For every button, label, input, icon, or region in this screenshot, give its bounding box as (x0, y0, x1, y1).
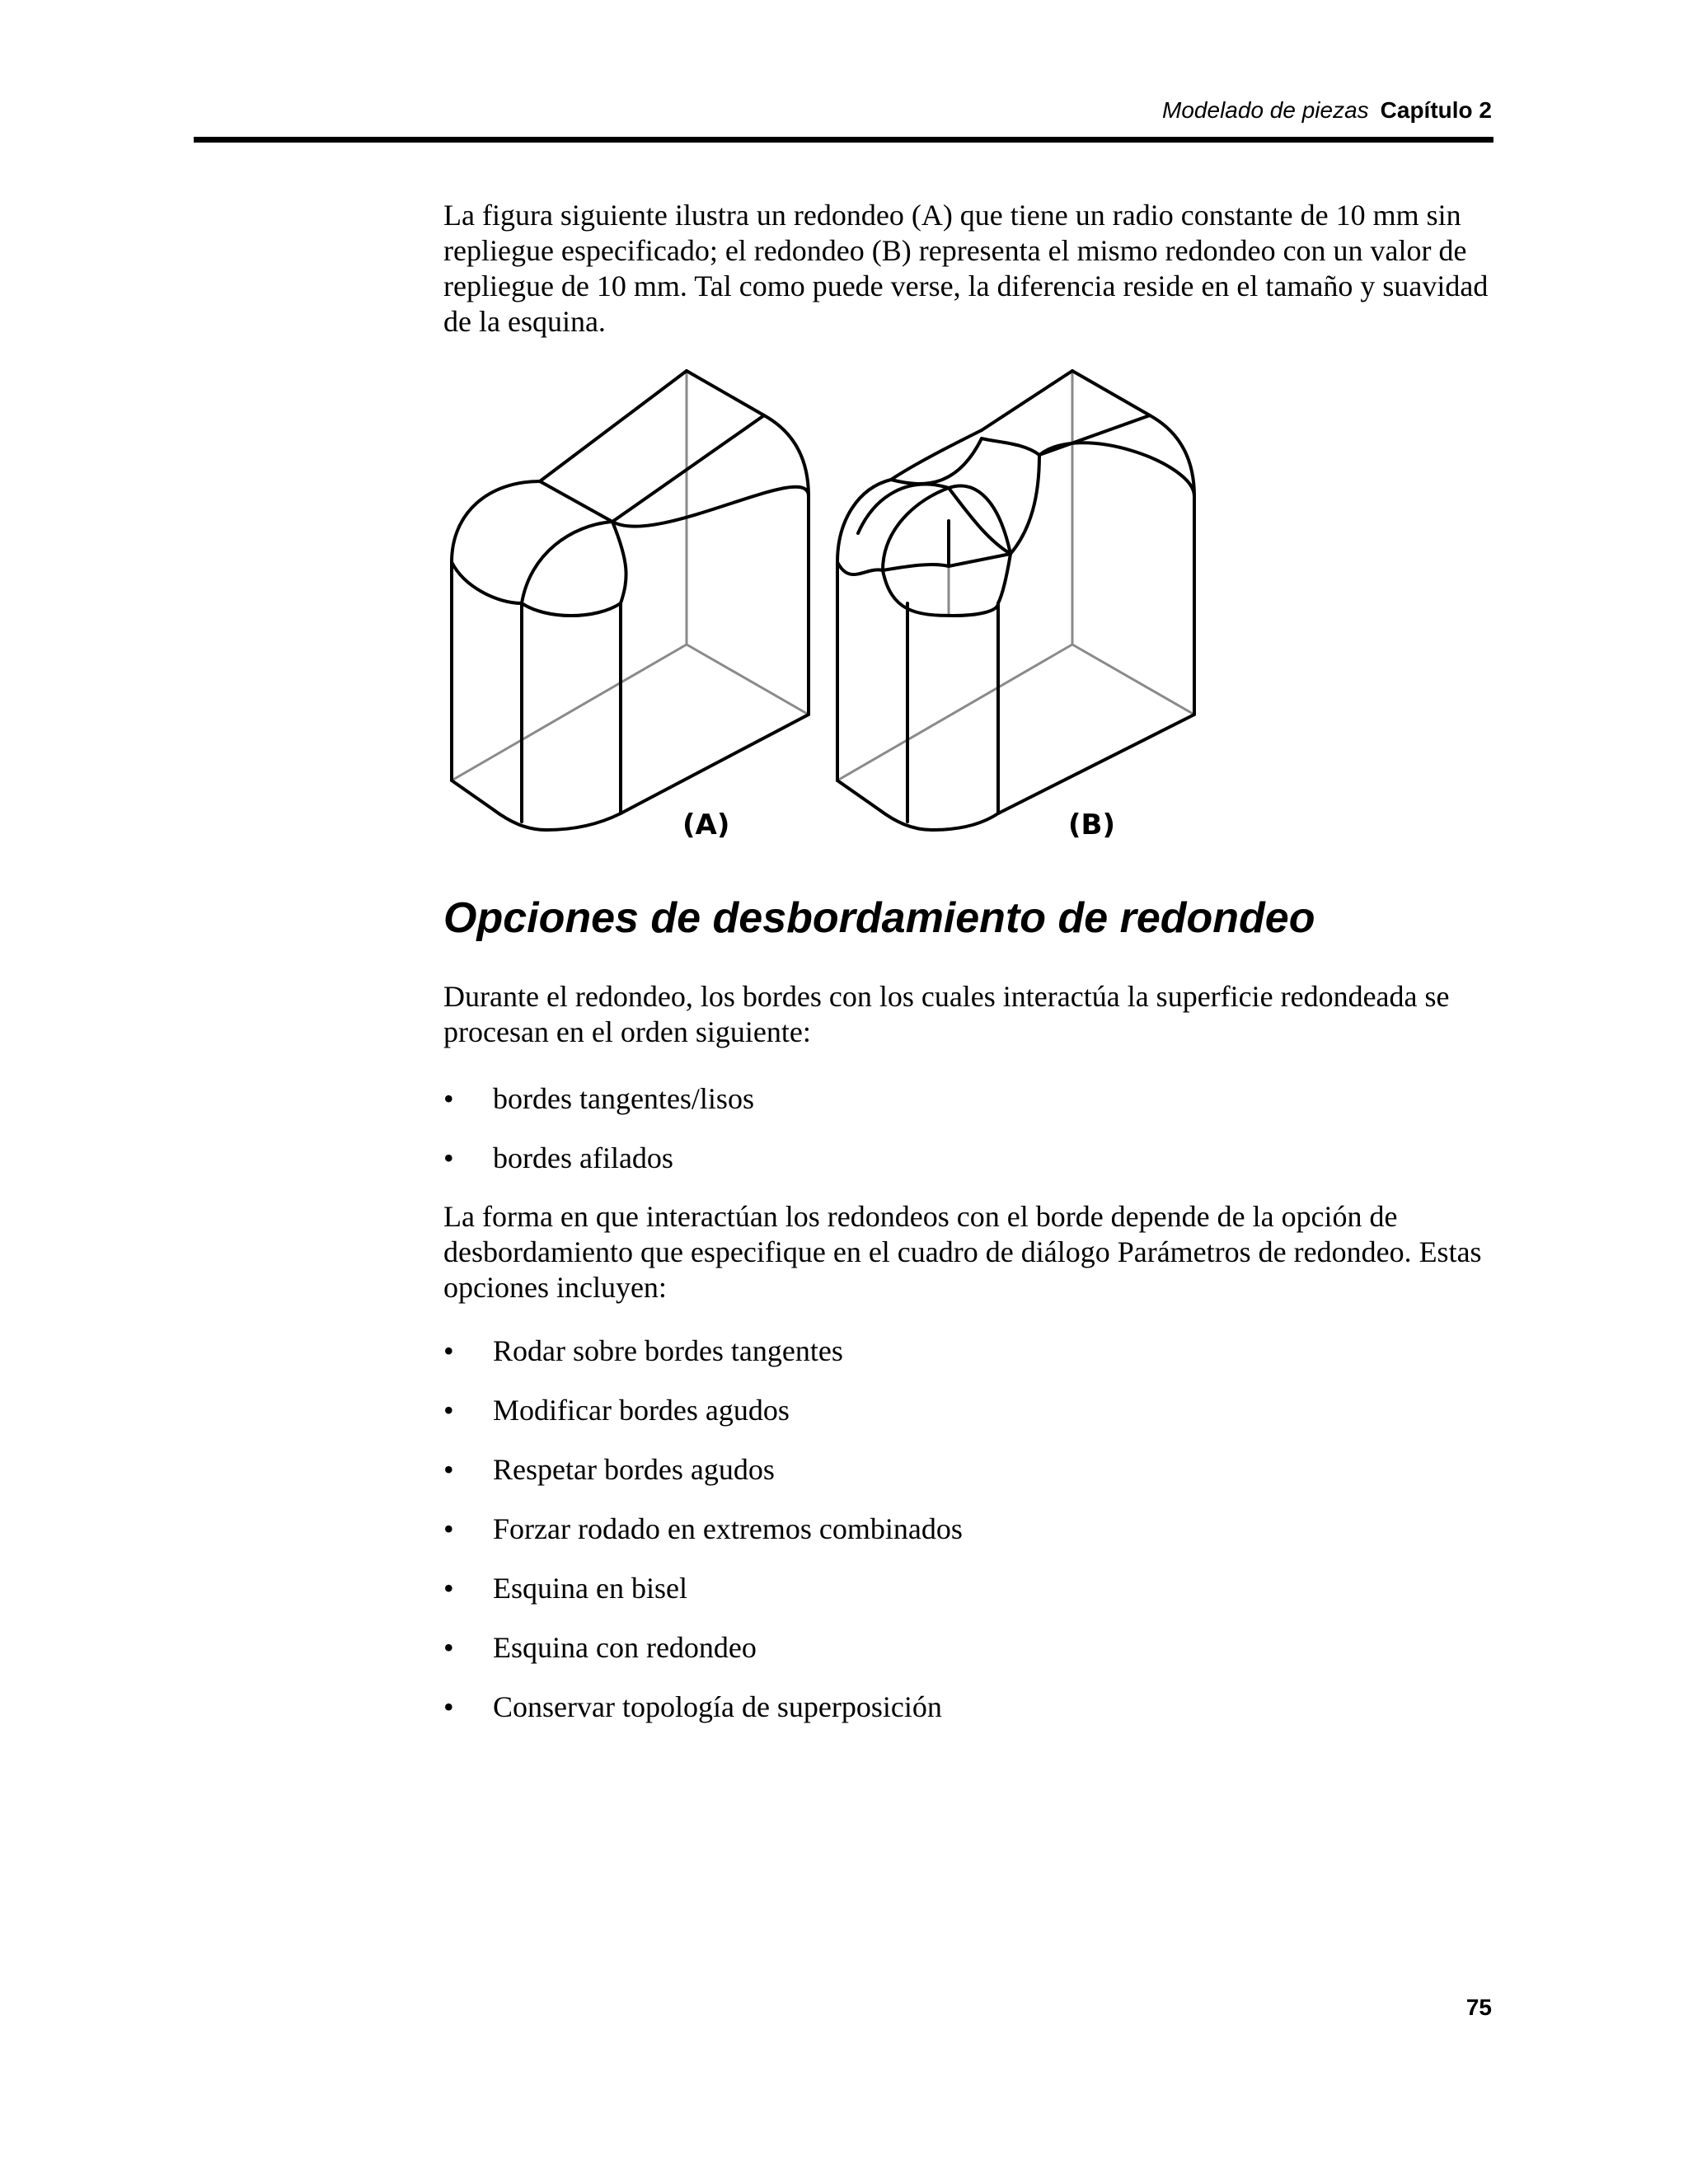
header-chapter: Capítulo 2 (1380, 97, 1492, 123)
list-item-text: Modificar bordes agudos (493, 1394, 790, 1427)
list-item-text: Esquina con redondeo (493, 1631, 757, 1664)
page-number: 75 (1465, 1994, 1492, 2020)
intro-block (443, 198, 1494, 340)
intro-paragraph: La figura siguiente ilustra un redondeo (A) que tiene un radio constante de 10 mm sin repliegue especificado; el redondeo (B) representa el mismo redondeo con un valor de repliegue de 10 mm. Tal como puede verse, la diferencia reside en el tamaño y suavidad de la esquina. (443, 199, 1489, 338)
part-a-drawing (452, 371, 809, 841)
header-rule (194, 137, 1493, 143)
overflow-options-list (443, 1333, 1494, 1749)
list-item (443, 1511, 1494, 1571)
list-item (443, 1452, 1494, 1511)
list-item (443, 1081, 1494, 1141)
fillet-illustration (448, 364, 1206, 851)
list-item-text: Rodar sobre bordes tangentes (493, 1334, 843, 1367)
list-item (443, 1690, 1494, 1749)
bullet-icon: • (443, 1082, 454, 1115)
label-b: (B) (1068, 808, 1115, 841)
bullet-icon: • (443, 1453, 454, 1486)
list-item-text: Conservar topología de superposición (493, 1690, 942, 1723)
header-section-title: Modelado de piezas (1162, 97, 1369, 123)
bullet-icon: • (443, 1394, 454, 1427)
running-header (195, 97, 1492, 124)
paragraph-2: Durante el redondeo, los bordes con los cuales interactúa la superficie redondeada se procesan en el orden siguiente: (443, 980, 1450, 1048)
list-item (443, 1333, 1494, 1393)
list-item-text: Forzar rodado en extremos combinados (493, 1512, 963, 1545)
edge-order-list (443, 1081, 1494, 1200)
list-item (443, 1630, 1494, 1690)
list-item (443, 1393, 1494, 1452)
bullet-icon: • (443, 1141, 454, 1174)
paragraph-2-block (443, 979, 1494, 1050)
section-heading: Opciones de desbordamiento de redondeo (443, 894, 1315, 942)
bullet-icon: • (443, 1572, 454, 1605)
list-item-text: bordes tangentes/lisos (493, 1082, 754, 1115)
fillet-figure (448, 364, 1206, 851)
paragraph-3: La forma en que interactúan los redondeos con el borde depende de la opción de desbordamiento que especifique en el cuadro de diálogo Parámetros de redondeo. Estas opciones incluyen: (443, 1200, 1482, 1304)
list-item-text: Respetar bordes agudos (493, 1453, 775, 1486)
list-item (443, 1141, 1494, 1200)
bullet-icon: • (443, 1512, 454, 1545)
bullet-icon: • (443, 1631, 454, 1664)
part-b-drawing (837, 371, 1194, 841)
list-item-text: Esquina en bisel (493, 1572, 687, 1605)
list-item-text: bordes afilados (493, 1141, 673, 1174)
paragraph-3-block (443, 1199, 1494, 1305)
bullet-icon: • (443, 1334, 454, 1367)
list-item (443, 1571, 1494, 1630)
label-a: (A) (682, 808, 730, 841)
bullet-icon: • (443, 1690, 454, 1723)
